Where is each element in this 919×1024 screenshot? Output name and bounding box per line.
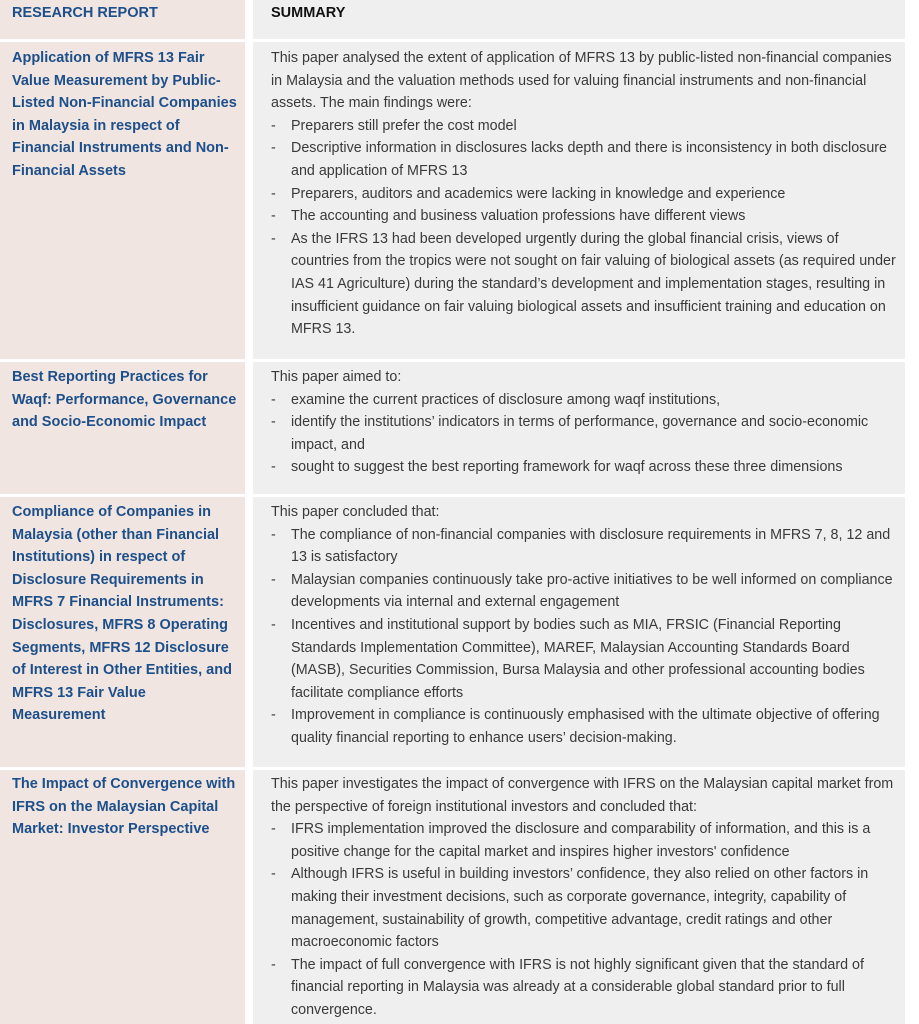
bullet-text: Descriptive information in disclosures lacks depth and there is inconsistency in both disclosure and application of MFRS 13 xyxy=(291,140,887,179)
bullet-dash: - xyxy=(271,117,276,134)
bullet-dash: - xyxy=(271,526,276,543)
report-summary xyxy=(271,501,899,750)
summary-intro: This paper aimed to: xyxy=(271,369,402,385)
summary-intro: This paper concluded that: xyxy=(271,504,440,520)
summary-bullet xyxy=(271,456,899,479)
bullet-text: The impact of full convergence with IFRS is not highly significant given that the standard of financial reporting in Malaysia was already at a considerable global standard prior to full convergence. xyxy=(291,956,864,1018)
row-divider xyxy=(0,767,905,770)
row-divider xyxy=(0,494,905,497)
summary-bullet xyxy=(271,228,899,341)
row-divider xyxy=(0,359,905,362)
summary-bullet xyxy=(271,205,899,228)
summary-bullet-list xyxy=(271,389,899,479)
row-divider xyxy=(0,39,905,42)
bullet-dash: - xyxy=(271,414,276,431)
summary-bullet xyxy=(271,863,899,953)
report-title: Compliance of Companies in Malaysia (other than Financial Institutions) in respect of Disclosure Requirements in MFRS 7 Financial Instruments: Disclosures, MFRS 8 Operating Segments, MFRS 12 Disclosure of Interest in Other Entities, and MFRS 13 Fair Value Measurement xyxy=(12,504,232,724)
summary-bullet xyxy=(271,137,899,182)
bullet-text: Preparers still prefer the cost model xyxy=(291,117,517,134)
bullet-text: IFRS implementation improved the disclosure and comparability of information, and this is a positive change for the capital market and inspires higher investors' confidence xyxy=(291,821,871,860)
research-report-header: RESEARCH REPORT xyxy=(12,5,158,21)
bullet-text: Malaysian companies continuously take pro-active initiatives to be well informed on compliance developments via internal and external engagement xyxy=(291,571,893,611)
summary-bullet xyxy=(271,818,899,863)
summary-bullet xyxy=(271,569,899,614)
bullet-text: identify the institutions’ indicators in terms of performance, governance and socio-economic impact, and xyxy=(291,414,869,453)
summary-bullet-list xyxy=(271,818,899,1021)
summary-bullet xyxy=(271,704,899,749)
bullet-dash: - xyxy=(271,616,276,633)
bullet-dash: - xyxy=(271,866,276,883)
report-summary xyxy=(271,47,899,341)
summary-bullet-list xyxy=(271,115,899,341)
bullet-text: Although IFRS is useful in building investors’ confidence, they also relied on other factors in making their investment decisions, such as corporate governance, integrity, capability of management, sustainability of growth, competitive advantage, credit ratings and other macroeconomic factors xyxy=(291,866,869,951)
bullet-text: examine the current practices of disclosure among waqf institutions, xyxy=(291,391,721,408)
bullet-dash: - xyxy=(271,185,276,202)
summary-bullet xyxy=(271,954,899,1022)
bullet-dash: - xyxy=(271,391,276,408)
report-summary xyxy=(271,773,899,1022)
bullet-text: The compliance of non-financial companies with disclosure requirements in MFRS 7, 8, 12 and 13 is satisfactory xyxy=(291,526,891,566)
bullet-text: Preparers, auditors and academics were lacking in knowledge and experience xyxy=(291,185,786,202)
bullet-dash: - xyxy=(271,707,276,724)
summary-bullet xyxy=(271,524,899,569)
bullet-dash: - xyxy=(271,571,276,588)
summary-header: SUMMARY xyxy=(271,5,346,21)
bullet-text: sought to suggest the best reporting framework for waqf across these three dimensions xyxy=(291,459,843,476)
bullet-text: The accounting and business valuation professions have different views xyxy=(291,208,746,225)
bullet-text: Incentives and institutional support by bodies such as MIA, FRSIC (Financial Reporting Standards Implementation Committee), MAREF, Malaysian Accounting Standards Board (MASB), Securities Commission, Bursa Malaysia and other professional accounting bodies facilitate compliance efforts xyxy=(291,616,865,701)
report-summary xyxy=(271,366,899,479)
bullet-dash: - xyxy=(271,208,276,225)
bullet-dash: - xyxy=(271,821,276,838)
bullet-dash: - xyxy=(271,956,276,973)
report-title: The Impact of Convergence with IFRS on the Malaysian Capital Market: Investor Perspective xyxy=(12,776,236,838)
summary-bullet xyxy=(271,183,899,206)
bullet-text: As the IFRS 13 had been developed urgently during the global financial crisis, views of countries from the tropics were not sought on fair valuing of biological assets (as required under IAS 41 Agriculture) during the standard’s development and implementation stages, resulting in insufficient guidance on fair valuing biological assets and insufficient training and education on MFRS 13. xyxy=(291,230,896,338)
summary-bullet xyxy=(271,389,899,412)
summary-bullet xyxy=(271,115,899,138)
summary-bullet-list xyxy=(271,524,899,750)
report-title: Application of MFRS 13 Fair Value Measurement by Public-Listed Non-Financial Companies in Malaysia in respect of Financial Instruments and Non-Financial Assets xyxy=(12,50,237,179)
bullet-text: Improvement in compliance is continuously emphasised with the ultimate objective of offering quality financial reporting to enhance users’ decision-making. xyxy=(291,707,880,746)
bullet-dash: - xyxy=(271,230,276,247)
bullet-dash: - xyxy=(271,140,276,157)
summary-intro: This paper investigates the impact of convergence with IFRS on the Malaysian capital market from the perspective of foreign institutional investors and concluded that: xyxy=(271,776,894,815)
bullet-dash: - xyxy=(271,459,276,476)
summary-intro: This paper analysed the extent of application of MFRS 13 by public-listed non-financial companies in Malaysia and the valuation methods used for valuing financial instruments and non-financial assets. The main findings were: xyxy=(271,50,892,112)
report-title: Best Reporting Practices for Waqf: Performance, Governance and Socio-Economic Impact xyxy=(12,369,237,431)
summary-bullet xyxy=(271,614,899,704)
summary-bullet xyxy=(271,411,899,456)
